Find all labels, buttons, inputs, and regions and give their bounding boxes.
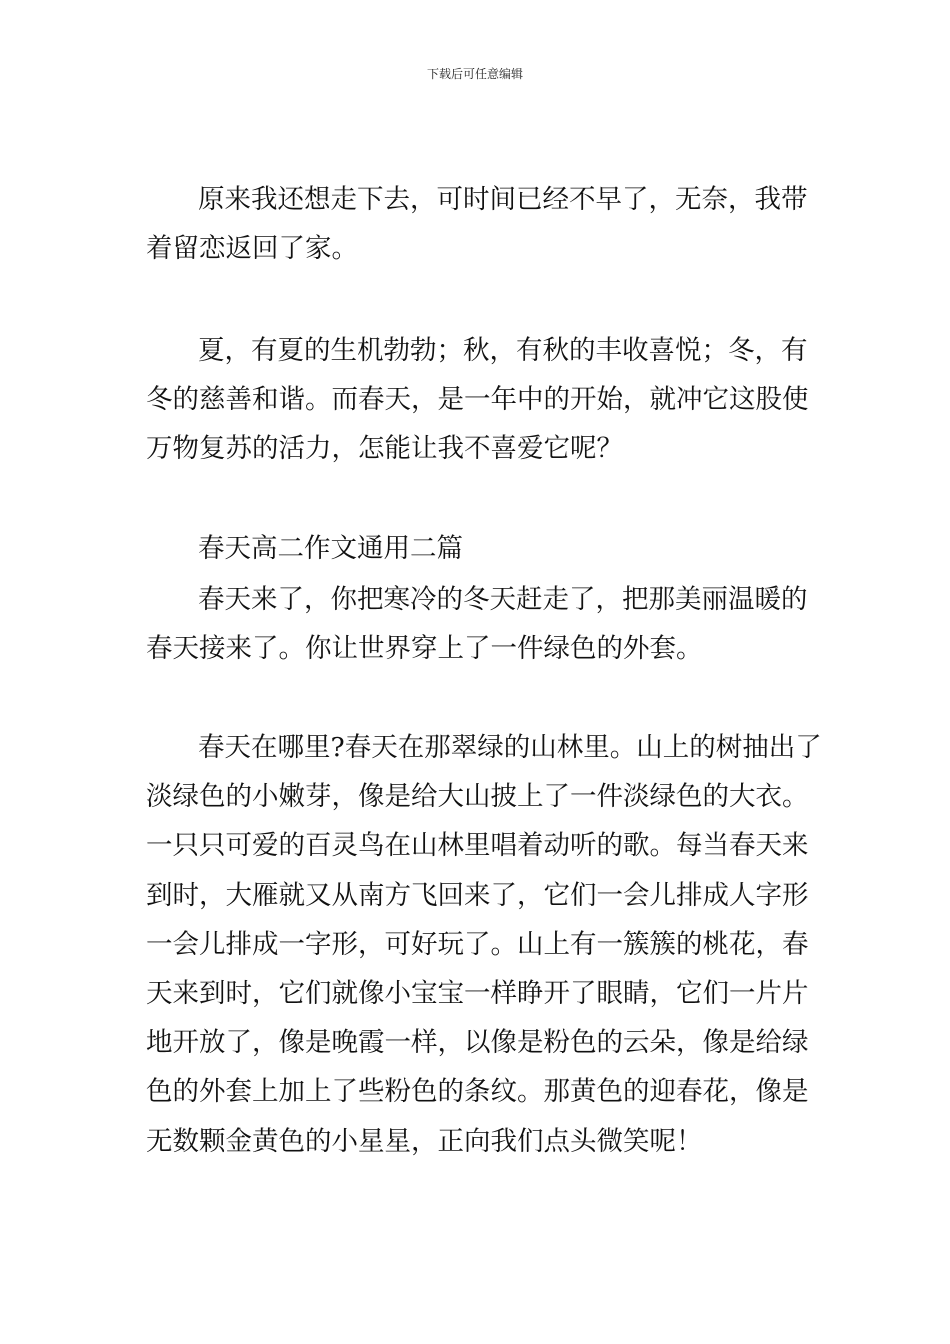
- paragraph-line: 春天接来了。你让世界穿上了一件绿色的外套。: [146, 633, 703, 665]
- paragraph-line: 春天来了，你把寒冷的冬天赶走了，把那美丽温暖的: [198, 584, 808, 615]
- paragraph-line: 到时，大雁就又从南方飞回来了，它们一会儿排成人字形: [146, 879, 809, 911]
- paragraph-line: 地开放了，像是晚霞一样，以像是粉色的云朵，像是给绿: [146, 1027, 809, 1059]
- paragraph-return-home: [146, 175, 808, 273]
- paragraph-line: 一只只可爱的百灵鸟在山林里唱着动听的歌。每当春天来: [146, 830, 809, 862]
- paragraph-seasons: [146, 326, 808, 474]
- paragraph-line: 天来到时，它们就像小宝宝一样睁开了眼睛，它们一片片: [146, 978, 809, 1010]
- paragraph-spring-arrives: [146, 575, 808, 673]
- header-note: 下载后可任意编辑: [426, 67, 523, 81]
- paragraph-line: 无数颗金黄色的小星星，正向我们点头微笑呢！: [146, 1125, 703, 1157]
- paragraph-line: 原来我还想走下去，可时间已经不早了，无奈，我带: [198, 184, 808, 215]
- paragraph-where-is-spring: [146, 723, 822, 1166]
- paragraph-line: 春天在哪里?春天在那翠绿的山林里。山上的树抽出了: [198, 732, 822, 763]
- paragraph-line: 淡绿色的小嫩芽，像是给大山披上了一件淡绿色的大衣。: [146, 781, 809, 813]
- paragraph-line: 冬的慈善和谐。而春天，是一年中的开始，就冲它这股使: [146, 384, 809, 416]
- paragraph-line: 色的外套上加上了些粉色的条纹。那黄色的迎春花，像是: [146, 1076, 809, 1108]
- paragraph-line: 夏，有夏的生机勃勃；秋，有秋的丰收喜悦；冬，有: [198, 335, 808, 366]
- section-title-text: 春天高二作文通用二篇: [198, 533, 463, 564]
- paragraph-line: 着留恋返回了家。: [146, 233, 358, 265]
- section-title: [146, 524, 808, 573]
- paragraph-line: 一会儿排成一字形，可好玩了。山上有一簇簇的桃花，春: [146, 928, 809, 960]
- paragraph-line: 万物复苏的活力，怎能让我不喜爱它呢？: [146, 433, 623, 465]
